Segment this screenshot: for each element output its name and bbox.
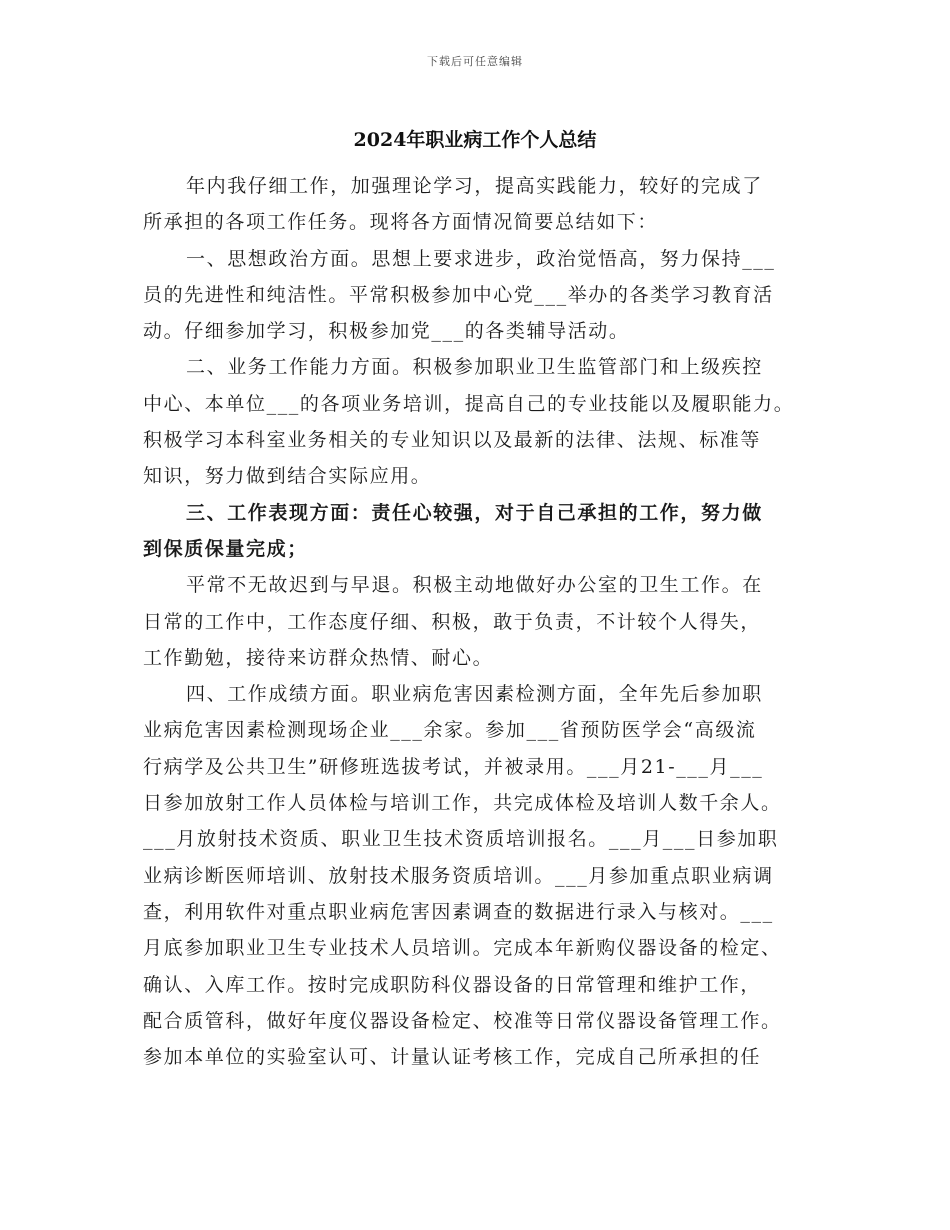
paragraph-line: 所承担的各项工作任务。现将各方面情况简要总结如下： (143, 211, 659, 234)
paragraph-line: 日参加放射工作人员体检与培训工作，共完成体检及培训人数千余人。 (143, 792, 782, 815)
paragraph-line: 知识，努力做到结合实际应用。 (143, 465, 432, 488)
paragraph-line: 工作勤勉，接待来访群众热情、耐心。 (143, 646, 494, 669)
bold-heading-line: 到保质保量完成； (143, 537, 308, 560)
header-note: 下载后可任意编辑 (427, 55, 523, 68)
paragraph-line: 业病诊断医师培训、放射技术服务资质培训。___月参加重点职业病调 (143, 864, 774, 887)
paragraph-line: 积极学习本科室业务相关的专业知识以及最新的法律、法规、标准等 (143, 429, 762, 452)
paragraph-line: 动。仔细参加学习，积极参加党___的各类辅导活动。 (143, 320, 630, 343)
paragraph-line: 业病危害因素检测现场企业___余家。参加___省预防医学会“高级流 (143, 719, 757, 742)
paragraph-line: 日常的工作中，工作态度仔细、积极，敢于负责，不计较个人得失， (143, 610, 762, 633)
paragraph-line: 一、思想政治方面。思想上要求进步，政治觉悟高，努力保持___ (186, 247, 776, 270)
paragraph-line: 二、业务工作能力方面。积极参加职业卫生监管部门和上级疾控 (186, 356, 763, 379)
paragraph-line: 确认、入库工作。按时完成职防科仪器设备的日常管理和维护工作， (143, 973, 762, 996)
paragraph-line: 中心、本单位___的各项业务培训，提高自己的专业技能以及履职能力。 (143, 392, 795, 415)
paragraph-line: 月底参加职业卫生专业技术人员培训。完成本年新购仪器设备的检定、 (143, 937, 782, 960)
paragraph-line: 年内我仔细工作，加强理论学习，提高实践能力，较好的完成了 (186, 175, 763, 197)
paragraph-line: 参加本单位的实验室认可、计量认证考核工作，完成自己所承担的任 (143, 1046, 762, 1069)
paragraph-line: 配合质管科，做好年度仪器设备检定、校准等日常仪器设备管理工作。 (143, 1009, 782, 1032)
document-title: 2024年职业病工作个人总结 (353, 129, 597, 151)
paragraph-line: 四、工作成绩方面。职业病危害因素检测方面，全年先后参加职 (186, 683, 763, 706)
paragraph-line: 平常不无故迟到与早退。积极主动地做好办公室的卫生工作。在 (186, 574, 763, 597)
document-body (143, 168, 811, 1075)
paragraph-line: 行病学及公共卫生”研修班选拔考试，并被录用。___月21-___月___ (143, 755, 764, 778)
paragraph-line: 员的先进性和纯洁性。平常积极参加中心党___举办的各类学习教育活 (143, 283, 774, 306)
bold-heading-line: 三、工作表现方面：责任心较强，对于自己承担的工作，努力做 (186, 501, 763, 524)
paragraph-line: 查，利用软件对重点职业病危害因素调查的数据进行录入与核对。___ (143, 900, 774, 923)
paragraph-line: ___月放射技术资质、职业卫生技术资质培训报名。___月___日参加职 (143, 828, 779, 851)
